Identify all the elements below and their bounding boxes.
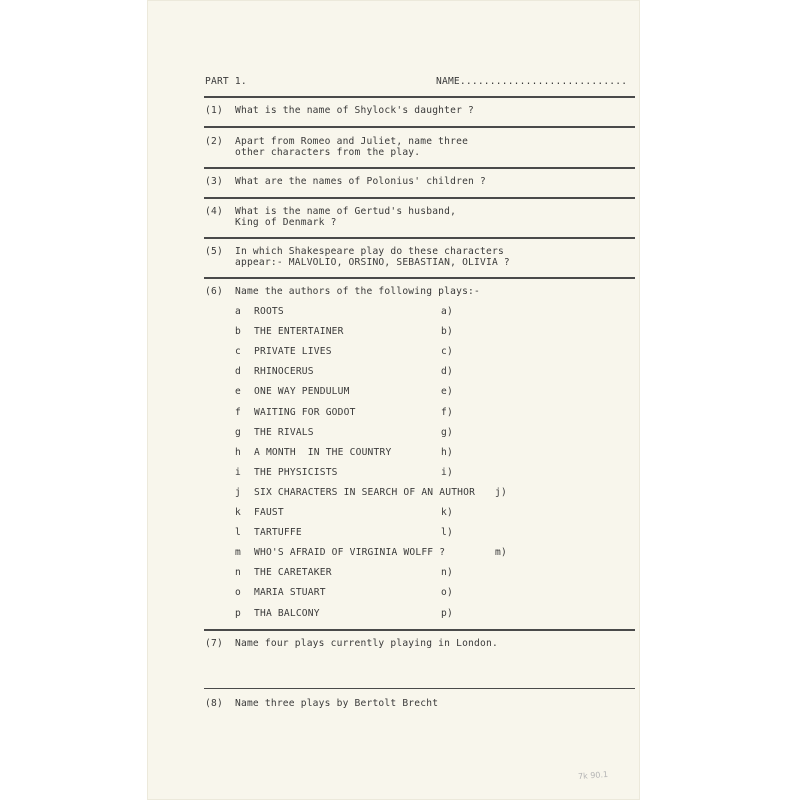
answer-blank: h) — [441, 447, 453, 458]
play-letter: j — [235, 487, 241, 498]
question-number: (3) — [205, 176, 223, 187]
play-title: TARTUFFE — [254, 527, 302, 538]
play-title: THE CARETAKER — [254, 567, 332, 578]
answer-blank: d) — [441, 366, 453, 377]
question-number: (5) — [205, 246, 223, 257]
answer-blank: c) — [441, 346, 453, 357]
divider — [204, 277, 635, 279]
answer-blank: f) — [441, 407, 453, 418]
question-text: What is the name of Gertud's husband, — [235, 206, 457, 217]
divider — [204, 629, 635, 631]
answer-blank: i) — [441, 467, 453, 478]
answer-blank: p) — [441, 608, 453, 619]
answer-blank: n) — [441, 567, 453, 578]
question-number: (4) — [205, 206, 223, 217]
play-title: SIX CHARACTERS IN SEARCH OF AN AUTHOR — [254, 487, 476, 498]
divider — [204, 96, 635, 98]
play-title: PRIVATE LIVES — [254, 346, 332, 357]
play-letter: f — [235, 407, 241, 418]
answer-blank: k) — [441, 507, 453, 518]
divider — [204, 688, 635, 689]
question-text: Name the authors of the following plays:- — [235, 286, 481, 297]
divider — [204, 167, 635, 169]
divider — [204, 126, 635, 128]
play-title: ROOTS — [254, 306, 284, 317]
play-title: WHO'S AFRAID OF VIRGINIA WOLFF ? — [254, 547, 446, 558]
play-letter: k — [235, 507, 241, 518]
play-letter: m — [235, 547, 241, 558]
answer-blank: g) — [441, 427, 453, 438]
play-letter: l — [235, 527, 241, 538]
question-number: (6) — [205, 286, 223, 297]
answer-blank: b) — [441, 326, 453, 337]
play-title: WAITING FOR GODOT — [254, 407, 356, 418]
question-text: appear:- MALVOLIO, ORSINO, SEBASTIAN, OLIVIA ? — [235, 257, 510, 268]
answer-blank: l) — [441, 527, 453, 538]
play-title: THA BALCONY — [254, 608, 320, 619]
divider — [204, 237, 635, 239]
answer-blank: o) — [441, 587, 453, 598]
play-letter: d — [235, 366, 241, 377]
play-letter: a — [235, 306, 241, 317]
question-text: What are the names of Polonius' children ? — [235, 176, 486, 187]
play-letter: o — [235, 587, 241, 598]
play-letter: p — [235, 608, 241, 619]
play-letter: g — [235, 427, 241, 438]
question-text: other characters from the play. — [235, 147, 421, 158]
divider — [204, 197, 635, 199]
play-title: RHINOCERUS — [254, 366, 314, 377]
answer-blank: m) — [495, 547, 507, 558]
question-text: Name three plays by Bertolt Brecht — [235, 698, 439, 709]
part-label: PART 1. — [205, 76, 247, 87]
question-text: What is the name of Shylock's daughter ? — [235, 105, 475, 116]
answer-blank: j) — [495, 487, 507, 498]
question-text: Name four plays currently playing in London. — [235, 638, 498, 649]
question-number: (1) — [205, 105, 223, 116]
answer-blank: a) — [441, 306, 453, 317]
play-title: THE ENTERTAINER — [254, 326, 344, 337]
play-letter: h — [235, 447, 241, 458]
question-number: (8) — [205, 698, 223, 709]
play-title: MARIA STUART — [254, 587, 326, 598]
question-number: (7) — [205, 638, 223, 649]
play-letter: n — [235, 567, 241, 578]
question-number: (2) — [205, 136, 223, 147]
quiz-sheet — [147, 0, 640, 800]
answer-blank: e) — [441, 386, 453, 397]
question-text: In which Shakespeare play do these characters — [235, 246, 504, 257]
name-field: NAME............................ — [436, 76, 628, 87]
play-letter: i — [235, 467, 241, 478]
play-title: FAUST — [254, 507, 284, 518]
question-text: King of Denmark ? — [235, 217, 337, 228]
play-letter: b — [235, 326, 241, 337]
play-title: A MONTH IN THE COUNTRY — [254, 447, 392, 458]
pencil-annotation: 7k 90.1 — [577, 769, 609, 782]
question-text: Apart from Romeo and Juliet, name three — [235, 136, 469, 147]
play-title: ONE WAY PENDULUM — [254, 386, 350, 397]
play-title: THE RIVALS — [254, 427, 314, 438]
play-letter: e — [235, 386, 241, 397]
play-letter: c — [235, 346, 241, 357]
play-title: THE PHYSICISTS — [254, 467, 338, 478]
